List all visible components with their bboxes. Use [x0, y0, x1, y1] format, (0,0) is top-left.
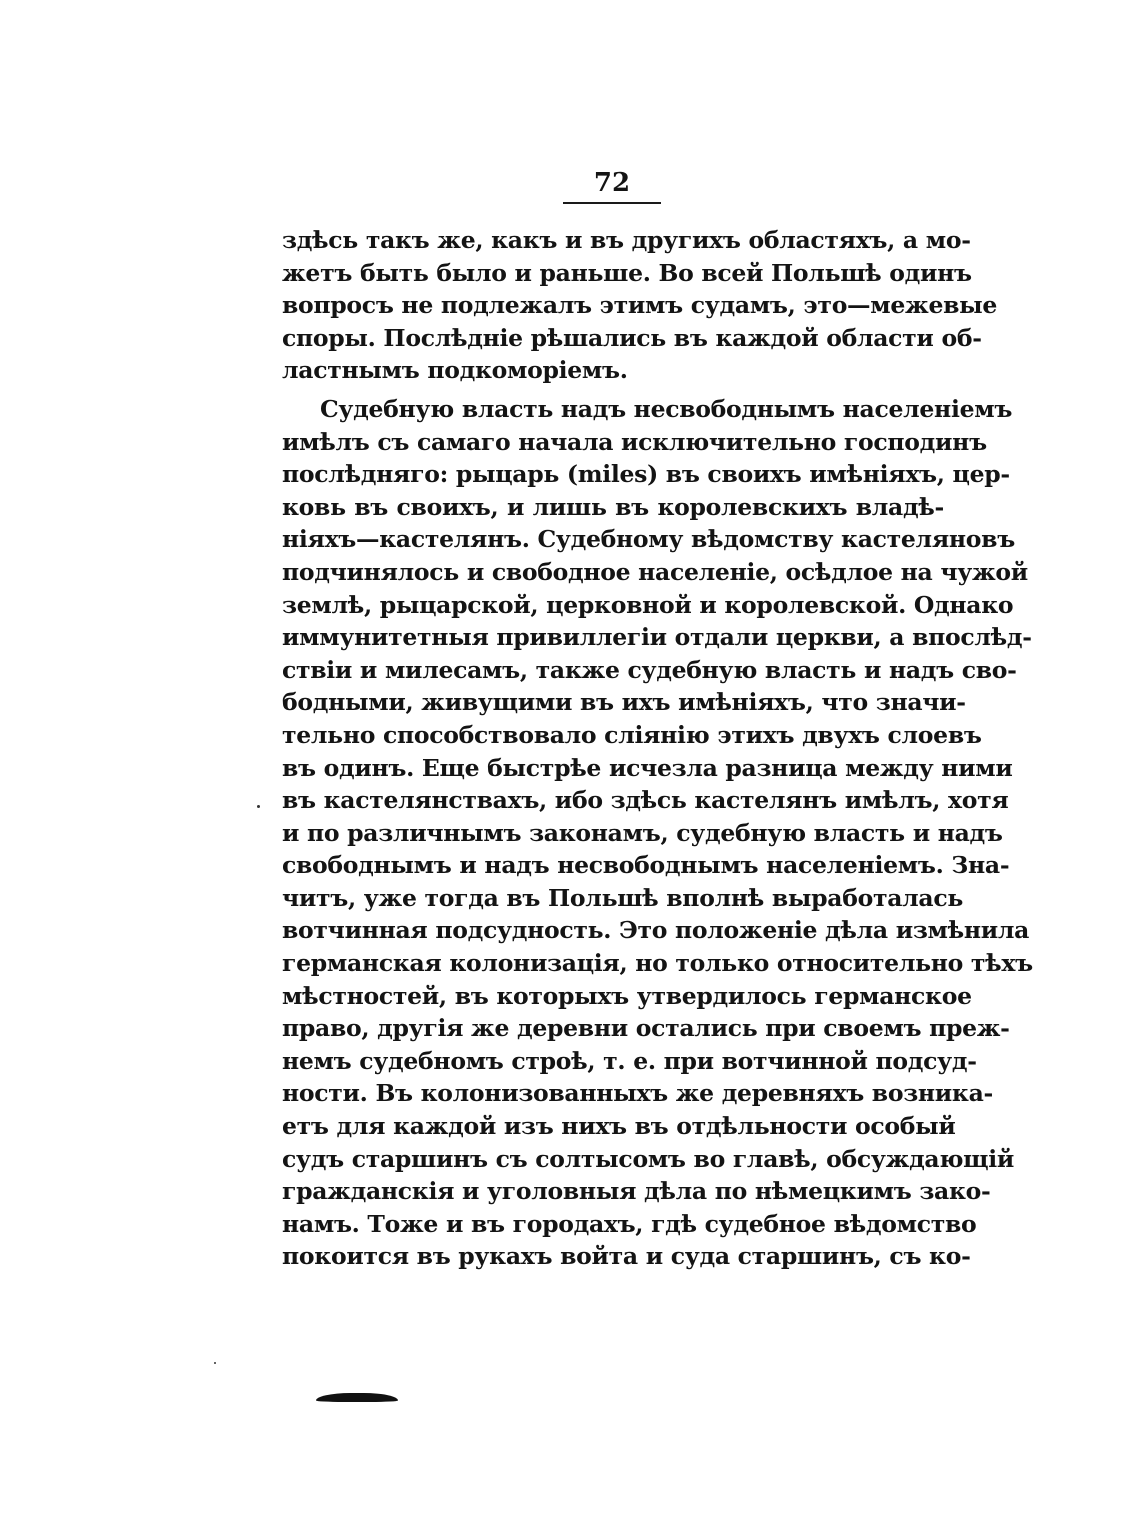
text-line: свободнымъ и надъ несвободнымъ населенiемъ. Зна-: [282, 851, 1010, 880]
text-line: въ одинъ. Еще быстрѣе исчезла разница между ними: [282, 753, 1013, 782]
text-line: етъ для каждой изъ нихъ въ отдѣльности особый: [282, 1112, 956, 1141]
text-line: германская колонизація, но только относительно тѣхъ: [282, 949, 1033, 978]
ink-speck: [214, 1362, 216, 1364]
text-line: ности. Въ колонизованныхъ же деревняхъ возника-: [282, 1079, 993, 1108]
text-line: споры. Послѣдніе рѣшались въ каждой области об-: [282, 323, 982, 352]
text-line: вопросъ не подлежалъ этимъ судамъ, это—межевые: [282, 291, 998, 320]
text-line: ніяхъ—кастелянъ. Судебному вѣдомству кастеляновъ: [282, 525, 1015, 554]
text-line: намъ. Тоже и въ городахъ, гдѣ судебное вѣдомство: [282, 1209, 977, 1238]
paragraph-1: [282, 224, 998, 387]
text-line: судъ старшинъ съ солтысомъ во главѣ, обсуждающій: [282, 1144, 1015, 1173]
paragraph-2: [282, 393, 1033, 1273]
ink-speck: [257, 805, 260, 808]
text-line: бодными, живущими въ ихъ имѣніяхъ, что значи-: [282, 688, 966, 717]
text-line: тельно способствовало слiянiю этихъ двухъ слоевъ: [282, 720, 982, 749]
text-line: читъ, уже тогда въ Польшѣ вполнѣ выработалась: [282, 883, 963, 912]
text-line: жетъ быть было и раньше. Во всей Польшѣ одинъ: [282, 258, 972, 287]
text-line: покоится въ рукахъ войта и суда старшинъ, съ ко-: [282, 1242, 971, 1271]
text-line: ластнымъ подкоморіемъ.: [282, 356, 628, 385]
text-line: въ кастелянствахъ, ибо здѣсь кастелянъ имѣлъ, хотя: [282, 786, 1009, 815]
text-line: Судебную власть надъ несвободнымъ населеніемъ: [320, 394, 1013, 423]
page-number-rule: [563, 202, 661, 204]
text-line: гражданскія и уголовныя дѣла по нѣмецкимъ зако-: [282, 1177, 991, 1206]
text-line: иммунитетныя привиллегіи отдали церкви, а впослѣд-: [282, 623, 1032, 652]
ink-smudge: [316, 1393, 398, 1402]
text-line: подчинялось и свободное населеніе, осѣдлое на чужой: [282, 557, 1028, 586]
text-line: мѣстностей, въ которыхъ утвердилось германское: [282, 981, 972, 1010]
text-line: ствіи и милесамъ, также судебную власть и надъ сво-: [282, 655, 1017, 684]
text-line: и по различнымъ законамъ, судебную власть и надъ: [282, 818, 1003, 847]
text-line: ковь въ своихъ, и лишь въ королевскихъ владѣ-: [282, 492, 944, 521]
text-line: имѣлъ съ самаго начала исключительно господинъ: [282, 427, 987, 456]
text-line: послѣдняго: рыцарь (miles) въ своихъ имѣніяхъ, цер-: [282, 460, 1010, 489]
text-line: землѣ, рыцарской, церковной и королевской. Однако: [282, 590, 1014, 619]
text-line: немъ судебномъ строѣ, т. е. при вотчинной подсуд-: [282, 1046, 977, 1075]
page-number: 72: [593, 168, 631, 198]
text-line: право, другія же деревни остались при своемъ преж-: [282, 1014, 1010, 1043]
body-text: [282, 224, 1033, 1273]
text-line: здѣсь такъ же, какъ и въ другихъ областяхъ, а мо-: [282, 226, 971, 254]
text-line: вотчинная подсудность. Это положеніе дѣла измѣнила: [282, 916, 1030, 945]
